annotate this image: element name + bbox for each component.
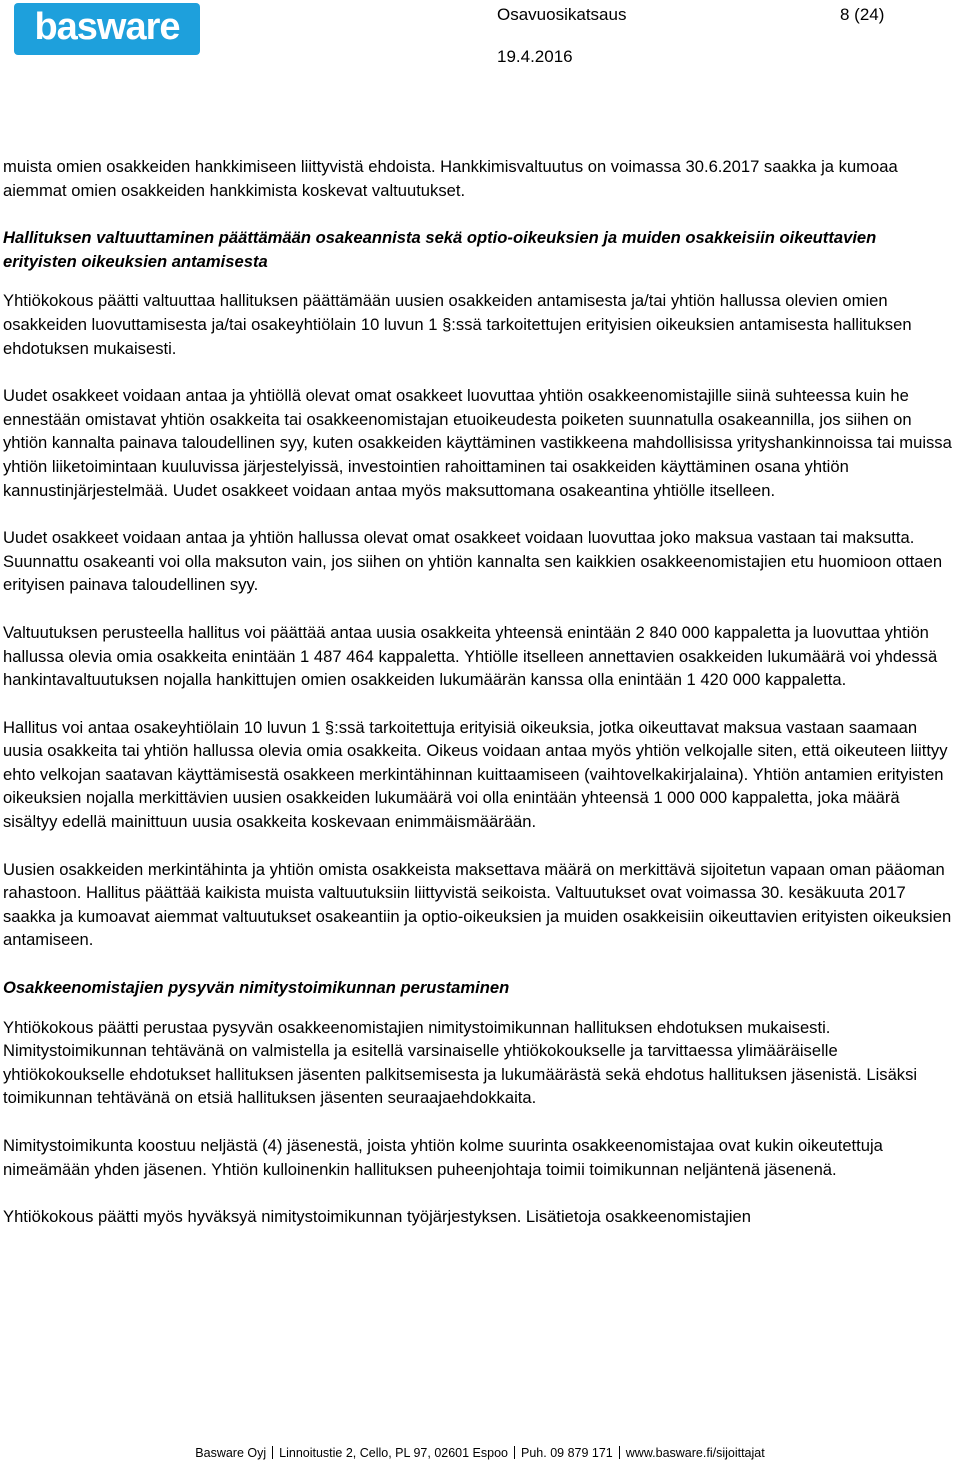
paragraph: Nimitystoimikunta koostuu neljästä (4) jäsenestä, joista yhtiön kolme suurinta osakkeenomistajaa ovat kukin oikeutettuja nimeämään yhden jäsenen. Yhtiön kulloinenkin hallituksen puheenjohtaja toimii toimikunnan neljäntenä jäsenenä. — [3, 1136, 883, 1179]
logo-text: basware — [34, 6, 180, 48]
paragraph: Uusien osakkeiden merkintähinta ja yhtiön omista osakkeista maksettava määrä on merkittävä sijoitetun vapaan oman pääoman rahastoon. Hallitus päättää kaikista muista valtuutuksiin liittyvistä seikoista. Valtuutukset ovat voimassa 30. kesäkuuta 2017 saakka ja kumoavat aiemmat valtuutukset osakeantiin ja optio-oikeuksien ja muiden osakkeisiin oikeuttavien erityisten oikeuksien antamiseen. — [3, 859, 952, 950]
section-heading-share-issue: Hallituksen valtuuttaminen päättämään osakeannista sekä optio-oikeuksien ja muiden osakkeisiin oikeuttavien erityisten oikeuksien antamisesta — [3, 228, 877, 271]
footer-url[interactable]: www.basware.fi/sijoittajat — [625, 1446, 765, 1460]
paragraph: Uudet osakkeet voidaan antaa ja yhtiön hallussa olevat omat osakkeet voidaan luovuttaa joko maksua vastaan tai maksutta. Suunnattu osakeanti voi olla maksuton vain, jos siihen on yhtiön kannalta sen kaikkien osakkeenomistajien etu huomioon ottaen erityisen painava taloudellinen syy. — [3, 528, 943, 595]
document-body — [3, 155, 953, 1252]
section-heading-nomination-board: Osakkeenomistajien pysyvän nimitystoimikunnan perustaminen — [3, 978, 510, 998]
paragraph: Yhtiökokous päätti myös hyväksyä nimitystoimikunnan työjärjestyksen. Lisätietoja osakkeenomistajien — [3, 1207, 751, 1227]
basware-logo — [14, 3, 200, 55]
footer-phone: Puh. 09 879 171 — [521, 1446, 613, 1460]
paragraph: Hallitus voi antaa osakeyhtiölain 10 luvun 1 §:ssä tarkoitettuja erityisiä oikeuksia, jotka oikeuttavat maksua vastaan saamaan uusia osakkeita tai yhtiön hallussa olevia omia osakkeita. Oikeus voidaan antaa myös yhtiön velkojalle siten, että oikeuteen liittyy ehto velkojan saatavan käyttämisestä osakkeen merkintähinnan kuittaamiseen (vaihtovelkakirjalaina). Yhtiön antamien erityisten oikeuksien nojalla merkittävien uusien osakkeiden lukumäärä voi olla enintään yhteensä 1 000 000 kappaletta, joka määrä sisältyy edellä mainittuun uusia osakkeita koskevaan enimmäismäärään. — [3, 717, 948, 832]
footer-separator — [619, 1446, 620, 1459]
document-date: 19.4.2016 — [497, 47, 573, 66]
document-title: Osavuosikatsaus — [497, 5, 627, 24]
footer-company: Basware Oyj — [195, 1446, 267, 1460]
paragraph: Uudet osakkeet voidaan antaa ja yhtiöllä olevat omat osakkeet luovuttaa yhtiön osakkeenomistajille siinä suhteessa kuin he ennestään omistavat yhtiön osakkeita tai osakkeenomistajan etuoikeudesta poiketen suunnatulla osakeannilla, jos siihen on yhtiön kannalta painava taloudellinen syy, kuten osakkeiden käyttäminen vastikkeena mahdollisissa yrityshankinnoissa tai muissa yhtiön liiketoimintaan kuuluvissa järjestelyissä, investointien rahoittaminen tai osakkeiden käyttäminen osana yhtiön kannustinjärjestelmää. Uudet osakkeet voidaan antaa myös maksuttomana osakeantina yhtiölle itselleen. — [3, 386, 952, 500]
paragraph: Valtuutuksen perusteella hallitus voi päättää antaa uusia osakkeita yhteensä enintään 2 840 000 kappaletta ja luovuttaa yhtiön hallussa olevia omia osakkeita enintään 1 487 464 kappaletta. Yhtiölle itselleen annettavien osakkeiden lukumäärä voi yhdessä hankintavaltuutuksen nojalla hankittujen omien osakkeiden lukumäärän kanssa olla enintään 1 420 000 kappaletta. — [3, 622, 938, 690]
footer-separator — [272, 1446, 273, 1459]
paragraph: Yhtiökokous päätti perustaa pysyvän osakkeenomistajien nimitystoimikunnan hallituksen ehdotuksen mukaisesti. Nimitystoimikunnan tehtävänä on valmistella ja esitellä varsinaiselle yhtiökokoukselle ja tarvittaessa ylimääräiselle yhtiökokoukselle ehdotukset hallituksen jäsenten palkitsemisesta ja lukumäärästä sekä ehdotus hallituksen jäsenistä. Lisäksi toimikunnan tehtävänä on etsiä hallituksen jäsenten seuraajaehdokkaita. — [3, 1017, 918, 1108]
page-footer — [0, 1446, 960, 1460]
paragraph: Yhtiökokous päätti valtuuttaa hallituksen päättämään uusien osakkeiden antamisesta ja/tai yhtiön hallussa olevien omien osakkeiden luovuttamisesta ja/tai osakeyhtiölain 10 luvun 1 §:ssä tarkoitettujen erityisien oikeuksien antamisesta hallituksen ehdotuksen mukaisesti. — [3, 291, 912, 358]
footer-separator — [514, 1446, 515, 1459]
page-number: 8 (24) — [840, 5, 885, 24]
footer-address: Linnoitustie 2, Cello, PL 97, 02601 Espoo — [279, 1446, 509, 1460]
paragraph: muista omien osakkeiden hankkimiseen liittyvistä ehdoista. Hankkimisvaltuutus on voimassa 30.6.2017 saakka ja kumoaa aiemmat omien osakkeiden hankkimista koskevat valtuutukset. — [3, 157, 898, 200]
